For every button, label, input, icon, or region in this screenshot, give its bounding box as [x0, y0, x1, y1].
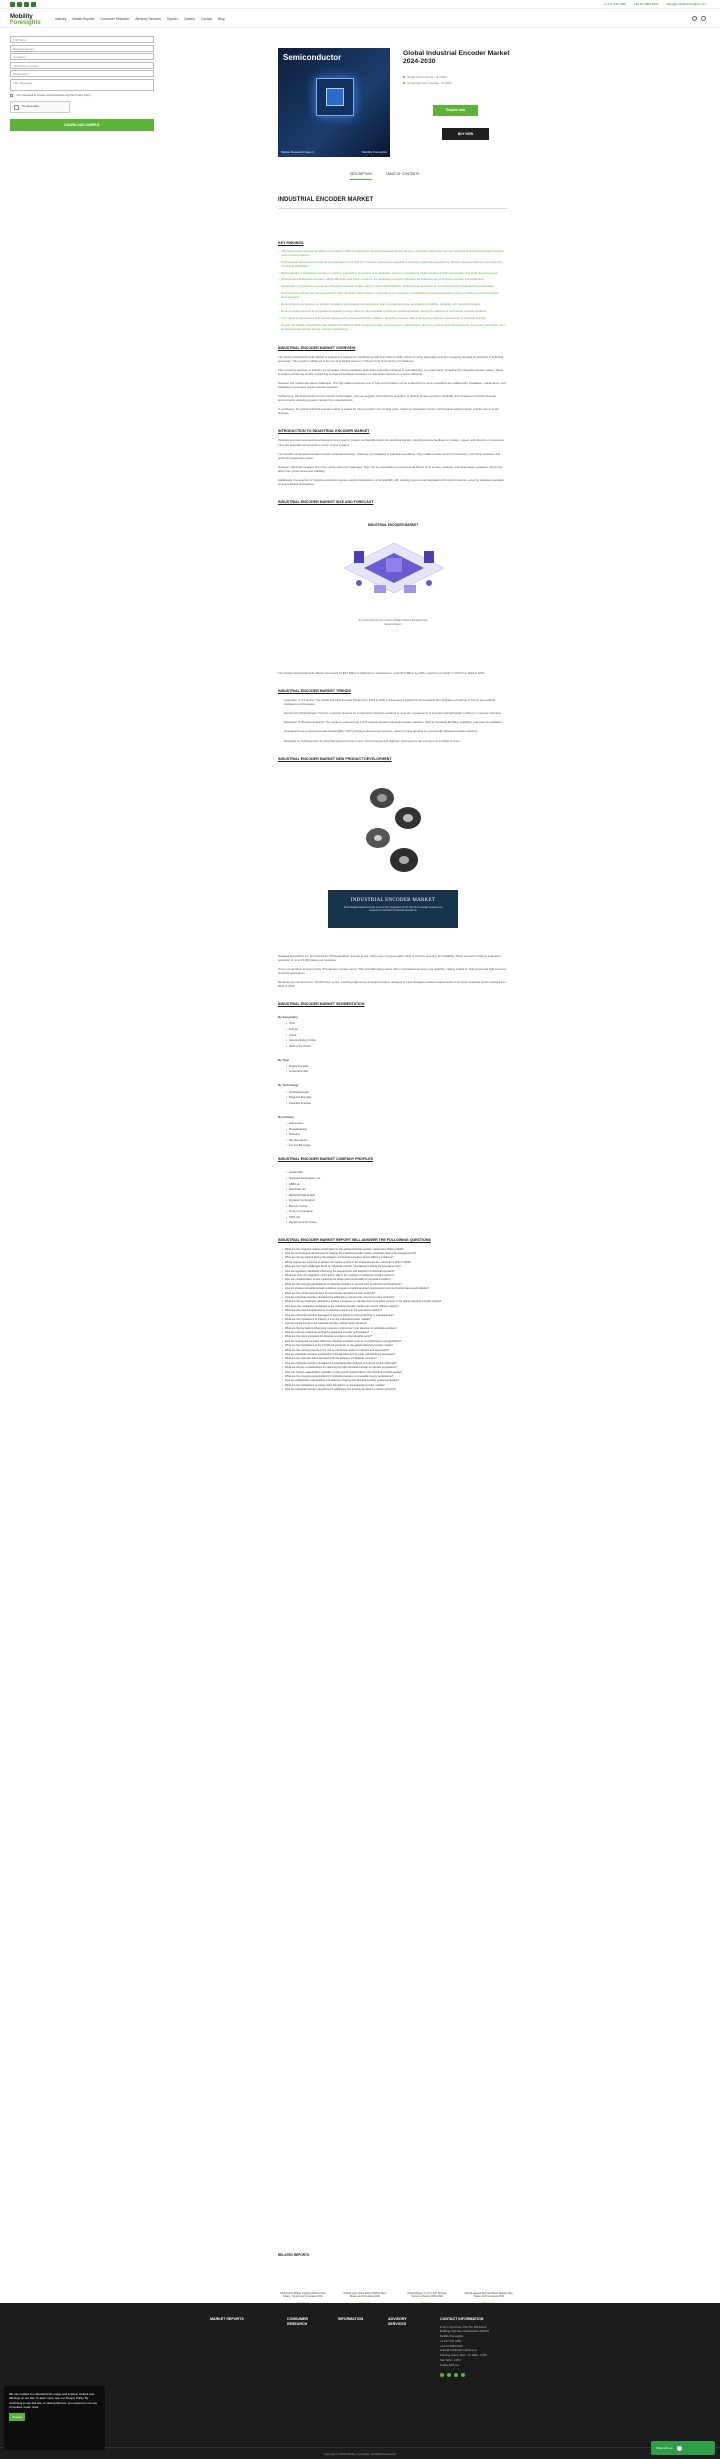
nav-item[interactable]: Careers [183, 17, 196, 21]
size-infographic [278, 523, 508, 663]
cookie-banner [4, 2386, 105, 2450]
companies-list [286, 1170, 508, 1224]
segment-list [286, 1121, 508, 1147]
contact-line: Sat: 9AM - 2 PM [440, 2357, 461, 2362]
license-corporate[interactable]: Corporate User License - $ 4,800 [407, 80, 452, 85]
list-item: • SICK AG [286, 1215, 508, 1219]
twitter-icon[interactable] [447, 2373, 451, 2377]
list-item: • How are industrial encoder manufacturers leveraging data analytics to improve product offerings? [282, 1362, 508, 1366]
facebook-icon[interactable] [440, 2373, 444, 2377]
footer-heading: CONTACT INFORMATION [440, 2317, 484, 2321]
list-item: • How do pricing trends in the industrial encoder market impact demand? [282, 1322, 508, 1326]
list-item: • How can industry stakeholders capitalize on the growth opportunities in the industrial encoder market? [282, 1371, 508, 1375]
list-item: • What are the emerging trends in the use of industrial encoders in robotics and automation? [282, 1349, 508, 1353]
key-findings-heading: KEY FINDINGS [278, 240, 304, 245]
list-item: • Semiconductor [286, 1138, 508, 1142]
site-header [0, 10, 720, 28]
paragraph: However, industrial encoders also pose certain risks and challenges. They can be susceptible to environmental factors such as dust, moisture, and temperature variations, which may affect their performance and reliability. [278, 464, 503, 473]
related-card-title: Global Heated Bed and Beds Market Size, Share and Forecasts 2031 [464, 2291, 514, 2299]
report-tabs [350, 172, 419, 180]
footer-col-advisory-services [388, 2317, 424, 2326]
list-item: • Which regions are expected to witness the highest growth in the industrial encoder market from 2024 to 2030? [282, 1261, 508, 1265]
logo-line-1: Mobility [10, 14, 33, 20]
phone-link[interactable]: +1 217 636 3356 [603, 2, 626, 6]
list-item: • Baumer Group [286, 1204, 508, 1208]
copyright: Copyright © 2024 Mobility Foresights. All Rights Reserved. [0, 2447, 720, 2459]
segment-label: By Geography [278, 1015, 298, 1020]
infographic-caption: To understand the key trends of Major Players Request Free Sample Report [358, 619, 428, 626]
consent-checkbox[interactable] [10, 94, 13, 97]
list-item: • What are the implications of Industry 4.0 on the industrial encoder market? [282, 1318, 508, 1322]
footer-col-market-reports [210, 2317, 244, 2322]
questions-heading: INDUSTRIAL ENCODER MARKET REPORT WILL ANSWER THE FOLLOWING QUESTIONS [278, 1238, 431, 1243]
list-item: • Overall, the Global Industrial Encoder Market from 2024 to 2030 presents lucrative opportunities for stakeholders, driven by technological advancements, increasing automation, and growing demand across diverse industrial applications. [278, 324, 508, 332]
list-item: Integration of IoT and AI: The Global Industrial Encoder Market from 2024 to 2030 is witnessing a significant trend towards the integration of Internet of Things and artificial intelligence technologies. [284, 698, 495, 707]
product-meta [403, 75, 451, 86]
footer-col-information [338, 2317, 363, 2322]
paragraph: Renishaw plc introduced the "UltraPrecise" series, a cutting-edge lineup of smart encoders designed to meet stringent precision requirements of the latest industrial robots released from 2024 to 2030. [278, 979, 507, 988]
chip-icon [316, 78, 354, 116]
list-item: • HENGSTLER GmbH [286, 1193, 508, 1197]
list-item: Emphasis on Cybersecurity: As industrial systems become more interconnected and digitized, cybersecurity has emerged as a critical concern. [284, 738, 461, 743]
email-link[interactable]: sales@mobilityforesights.com [666, 2, 706, 6]
consent-row [10, 94, 154, 98]
intro-body [278, 438, 508, 485]
companies-heading: INDUSTRIAL ENCODER MARKET COMPANY PROFILES [278, 1157, 374, 1162]
buy-now-button[interactable]: BUY NOW [442, 128, 489, 140]
intro-heading: INTRODUCTION TO INDUSTRIAL ENCODER MARKET [278, 429, 370, 434]
size-forecast-heading: INDUSTRIAL ENCODER MARKET SIZE AND FORECAST [278, 499, 374, 504]
npd-banner [328, 890, 458, 928]
footer-col-consumer-research [287, 2317, 327, 2326]
chat-label: Chat with us [656, 2445, 673, 2450]
twitter-icon[interactable] [17, 2, 22, 7]
contact-phone[interactable]: +44 20 3289 9440 [440, 2343, 463, 2348]
list-item: • How are end-user industries embracing advanced encoder technologies? [282, 1331, 508, 1335]
paragraph: However, the market also faces challenges. The high initial investment cost of high-end encoders can be a deterrent for some manufacturers. Additionally, installation, maintenance, and calibration of encoders require specific expertise. [278, 380, 506, 390]
facebook-icon[interactable] [10, 2, 15, 7]
segment-label: By Technology [278, 1083, 299, 1088]
list-item: • What role does the integration of IoT and AI play in the evolution of industrial encoder systems? [282, 1274, 508, 1278]
list-item: • Rotary Encoder [286, 1064, 508, 1068]
list-item: • Rockwell Automation, Inc. [286, 1176, 508, 1180]
list-item: • How are industrial encoders leveraged to improve efficiency and productivity in manufacturing? [282, 1314, 508, 1318]
list-item: • Technological advancements such as the integration of IoT and AI in encoder systems are expected to transform industrial operations by offering enhanced efficiency and real-time monitoring capabilities. [278, 261, 508, 269]
recaptcha [10, 101, 70, 113]
paragraph: Industrial encoders are electromechanical devices used to convert mechanical motion into electrical signals, providing precise feedback on position, speed, and direction of movement. They are essential components in motion control systems. [278, 438, 505, 447]
company-field[interactable]: Company [10, 53, 154, 60]
footer-heading[interactable]: ADVISORY SERVICES [388, 2317, 407, 2326]
message-field[interactable]: Your Message [10, 79, 154, 91]
report-cover-image [278, 48, 390, 157]
list-item: • Inductive Encoder [286, 1101, 508, 1105]
contact-email[interactable]: sales@mobilityforesights.com [440, 2348, 478, 2353]
chat-icon [677, 2446, 682, 2451]
list-item: • How are miniaturization trends impacting the design and functionality of industrial encoders? [282, 1278, 508, 1282]
list-item: • Rising adoption of industrial encoders in robotics, automotive, aerospace, and healthcare sectors is expected to create lucrative growth opportunities during the forecast period. [278, 272, 508, 276]
cover-footer-right: Mobility Foresights [361, 149, 387, 154]
list-item: • Optical Encoder [286, 1090, 508, 1094]
segment-label: By Type [278, 1057, 290, 1062]
contact-line: Mobility Foresights [440, 2334, 464, 2339]
phone-field[interactable]: +44 Phone Number [10, 62, 154, 69]
list-item: • How are industrial encoders contributing to the development of smart manufacturing processes? [282, 1353, 508, 1357]
cart-icon[interactable] [701, 16, 706, 21]
list-item: • Asia-Pacific is projected to emerge as a dominant regional market, owing to rapid industrialization, infrastructure development, and investments in manufacturing automation. [278, 285, 508, 289]
list-item: • Linear Encoder [286, 1069, 508, 1073]
segment-list [286, 1064, 508, 1074]
paragraph: In conclusion, the global industrial encoder market is poised for robust growth in the coming years, driven by automation trends, technological advancements, and the rise of smart factories. [278, 407, 499, 416]
paragraph: Furthermore, the development of new encoder technologies, such as magnetic and multi-turn encoders, is offering greater accuracy, durability, and resistance to harsh industrial environments, attracting greater interest from manufacturers. [278, 394, 496, 403]
list-item: • Dynapar Corporation [286, 1198, 508, 1202]
footer-heading[interactable]: CONSUMER RESEARCH [287, 2317, 308, 2326]
list-item: • What are the key strategies adopted by leading companies to maintain their competitive position in the global industrial encoder market? [282, 1300, 508, 1304]
nav-item[interactable]: Contact [201, 17, 213, 21]
chat-widget[interactable] [651, 2441, 715, 2455]
site-footer [0, 2303, 720, 2459]
nav-item[interactable]: Advisory Services [135, 17, 161, 21]
related-reports [278, 2253, 518, 2306]
list-item: • Europe [286, 1027, 508, 1031]
paragraph: The increasing adoption of Industry 4.0 principles, which emphasize automation and data exchange in manufacturing, is a major factor propelling the industrial encoder market. These encoders provide the precise positioning and speed feedback necessary for automated systems to function efficiently. [278, 367, 504, 376]
banner-title: INDUSTRIAL ENCODER MARKET [350, 897, 436, 903]
isometric-illustration [334, 533, 454, 613]
paragraph: Omron Corporation announced the "ProxSense" encoder series. This groundbreaking series offers unparalleled accuracy and reliability, making it ideal for high-speed and high-precision industrial applications. [278, 966, 507, 975]
youtube-icon[interactable] [461, 2373, 465, 2377]
top-bar [0, 0, 720, 9]
list-item: • What are the key factors driving the adoption of industrial encoders across different industries? [282, 1256, 508, 1260]
captcha-label: I'm not a robot [22, 105, 39, 109]
list-item: • Incremental and absolute encoders, along with rotary and linear encoders, are witnessing a surge in demand, as industries aim to improve precision and productivity. [278, 278, 508, 282]
key-findings-list [278, 250, 508, 332]
main-nav [55, 17, 225, 22]
list-item: • What are the key considerations for selecting the right industrial encoder for specific applications? [282, 1366, 508, 1370]
paragraph: Additionally, the selection of industrial encoders requires careful consideration of compatibility with existing systems and integration with control networks, ensuring seamless operation across industrial applications. [278, 477, 504, 486]
list-item: • How does the competitive landscape of the industrial encoder market vary across different regions? [282, 1305, 508, 1309]
list-item: • The market is witnessing a shift towards wireless and networked encoder solutions, facilitating real-time data sharing and predictive maintenance in industrial settings. [278, 317, 508, 321]
download-sample-button[interactable]: DOWNLOAD SAMPLE [10, 119, 154, 131]
top-contact [603, 2, 706, 6]
list-item: • What are the implications of supply chain disruptions on the industrial encoder market? [282, 1384, 508, 1388]
contact-line: # 11-1, First Floor, Plot No. 8/8 Ashok [440, 2324, 487, 2329]
nav-item[interactable]: Industry [55, 17, 67, 21]
paragraph: The benefits of industrial encoders include enhanced accuracy, efficiency, and reliability in industrial operations. They enable precise control of machinery, minimizing downtime and optimizing production output. [278, 451, 501, 460]
consent-label: I am interested to receive communications and the Privacy Policy [16, 93, 91, 97]
size-paragraph: The Global Industrial Encoder Market accounted for $XX Billion in 2023 and is anticipated to reach $XX Billion by 2030, registering a CAGR of XX% from 2024 to 2030. [278, 671, 485, 676]
list-item: • How do incremental encoders differ from absolute encoders in terms of performance and application? [282, 1340, 508, 1344]
list-item: • How are technological advancements shaping the industrial encoder market landscape during the forecast period? [282, 1252, 508, 1256]
follow-label: Follow With Us [440, 2362, 459, 2367]
footer-heading[interactable]: MARKET REPORTS [210, 2317, 244, 2321]
linkedin-icon[interactable] [454, 2373, 458, 2377]
header-icons [692, 16, 706, 21]
list-item: • Automotive [286, 1121, 508, 1125]
segment-list [286, 1090, 508, 1105]
list-item: • Environmental concerns and regulations regarding energy efficiency are expected to influence market dynamics, driving the adoption of eco-friendly encoder solutions. [278, 310, 508, 314]
overview-heading: INDUSTRIAL ENCODER MARKET OVERVIEW [278, 345, 356, 350]
phone-link-2[interactable]: +44 20 3289 9440 [633, 2, 659, 6]
site-logo[interactable] [10, 14, 41, 26]
related-card-title: Global Battery Li-ion Light Storage Systems Market 2024-2030 [407, 2291, 447, 2299]
license-single[interactable]: Single User License - $ 3,800 [407, 75, 447, 79]
youtube-icon[interactable] [31, 2, 36, 7]
footer-social [440, 2373, 520, 2377]
cookie-text: We use cookies to understand the usage and improve content and offerings on our site. To learn more, see our Privacy Policy. By continuing to use this site, or closing this box, you consent to our use of cookies. Learn more [9, 2392, 98, 2410]
footer-contact [440, 2317, 520, 2377]
segment-list [286, 1021, 508, 1047]
list-item: • What are the future prospects for absolute encoders in the industrial sector? [282, 1335, 508, 1339]
linkedin-icon[interactable] [24, 2, 29, 7]
social-links [10, 2, 36, 7]
list-item: Demand for Miniaturization: There's a growing demand for miniaturized industrial encoders to meet the requirements of compact and lightweight machinery in various industries. [284, 711, 502, 716]
cover-title: Semiconductor [283, 53, 342, 62]
nav-item[interactable]: Consumer Research [100, 17, 130, 21]
list-item: • What are the projected market growth rates for the global industrial encoder market from 2024 to 2030? [282, 1248, 508, 1252]
report-description [278, 196, 508, 1393]
list-item: • Pepperl+Fuchs Group [286, 1220, 508, 1224]
cookie-accept-button[interactable]: Accept [9, 2413, 25, 2421]
list-item: • China [286, 1033, 508, 1037]
related-card-title: Global Gear Drive Motor Market Size, Share and Forecasts 2031 [343, 2291, 387, 2299]
designation-field[interactable]: Designation [10, 70, 154, 77]
segmentation-heading: INDUSTRIAL ENCODER MARKET SEGMENTATION [278, 1002, 365, 1007]
list-item: • What are the major challenges faced by industrial encoder manufacturers during the forecast period? [282, 1265, 508, 1269]
sample-request-form [10, 36, 154, 131]
questions-list [282, 1248, 508, 1392]
segmentation-body [278, 1015, 508, 1147]
list-item: Increased Focus on Environmental Sustainability: With growing environmental concerns, there's a rising demand for eco-friendly industrial encoder solutions. [284, 729, 478, 734]
npd-heading: INDUSTRIAL ENCODER MARKET NEW PRODUCT DEVELOPMENT [278, 756, 392, 761]
nav-item[interactable]: Tippmix [166, 17, 178, 21]
email-field[interactable]: Business Email [10, 45, 154, 52]
nav-item[interactable]: Blog [218, 17, 225, 21]
list-item: • Market players are focusing on product innovation and strategic partnerships to gain a competitive edge, emphasizing reliability, durability, and cost-effectiveness. [278, 303, 508, 307]
paragraph: The Global Industrial Encoder Market is expected to experience significant growth from 2024 to 2030, driven by rising automation and the increasing demand for precision in industrial processes. This growth is attributed to the rise of Industrial Internet of Things (IIoT) and Industry 4.0 initiatives. [278, 354, 504, 363]
list-item: • What are the key factors influencing customer preferences in the selection of industrial encoders? [282, 1327, 508, 1331]
list-item: • Magnetic Encoder [286, 1095, 508, 1099]
list-item: • Manufacturing [286, 1127, 508, 1131]
logo-line-2: Foresights [10, 20, 41, 26]
encoder-photo [358, 782, 428, 882]
related-heading: RELATED REPORTS [278, 2253, 310, 2257]
list-item: • How are industrial encoder manufacturers adapting to the growing demand for custom solutions? [282, 1388, 508, 1392]
trends-heading: INDUSTRIAL ENCODER MARKET TRENDS [278, 689, 351, 694]
captcha-checkbox[interactable] [14, 105, 19, 110]
list-item: • What are the potential risks associated with the adoption of industrial encoders? [282, 1357, 508, 1361]
list-item: • Food & Beverage [286, 1143, 508, 1147]
search-icon[interactable] [692, 16, 697, 21]
list-item: • North America and Europe are anticipated to hold significant market shares, supported by the presence of established industrial automation solution providers and technological advancements. [278, 292, 508, 300]
list-item: • USA [286, 1021, 508, 1025]
list-item: • What are the emerging applications of industrial encoders in sectors such as robotics and healthcare? [282, 1283, 508, 1287]
list-item: • Omron Corporation [286, 1209, 508, 1213]
cover-footer-left: Market Research Report [281, 149, 314, 154]
list-item: • What are the potential applications of industrial encoders in the automotive industry? [282, 1309, 508, 1313]
contact-line: Working Hours: Mon - Fri 9AM - 6 PM [440, 2353, 487, 2358]
list-item: • ABB Ltd. [286, 1182, 508, 1186]
trends-list [278, 698, 508, 742]
list-item: • How do wireless industrial encoder solutions compare to traditional wired counterparts in terms of performance and reliability? [282, 1287, 508, 1291]
list-item: • Asia Excluding China [286, 1038, 508, 1042]
footer-heading[interactable]: INFORMATION [338, 2317, 364, 2321]
list-item: • How are industrial encoder manufacturers addressing cybersecurity concerns in their products? [282, 1296, 508, 1300]
list-item: • How are regulatory standards influencing the development and adoption of industrial encoders? [282, 1270, 508, 1274]
contact-phone[interactable]: +1 217 636 3356 [440, 2338, 462, 2343]
list-item: • What are the emerging opportunities for industrial encoders in renewable energy applications? [282, 1375, 508, 1379]
product-title: Global Industrial Encoder Market 2024-2030 [403, 50, 510, 66]
paragraph: Rockwell Automation Inc. announced the "PhotoelecPlus" encoder series, which uses next-generation chips to improve accuracy and reliability. These encoders boast an impressive resolution of up to 16,000 pulses per revolution. [278, 953, 502, 962]
list-item: • Rest of the World [286, 1044, 508, 1048]
nav-item[interactable]: Market Reports [72, 17, 95, 21]
list-item: • What are the market opportunities for eco-friendly industrial encoder products? [282, 1292, 508, 1296]
related-card-title: Global Gas Bridge Lighting Market Size, Share, Trends and Forecasts 2031 [279, 2291, 327, 2299]
name-field[interactable]: Full Name [10, 36, 154, 43]
overview-body [278, 355, 508, 415]
banner-subtitle: Technological advancements such as the integration of IoT and AI in encoder systems are expected to transform industrial operations [343, 905, 443, 913]
enquire-now-button[interactable]: Enquire now [433, 105, 478, 116]
list-item: Expansion of Wireless Solutions: The market is experiencing a shift towards wireless industrial encoder solutions, offering increased flexibility, scalability, and ease of installation. [284, 720, 503, 725]
list-item: • Renishaw plc [286, 1187, 508, 1191]
npd-visual [278, 782, 508, 954]
infographic-title: INDUSTRIAL ENCODER MARKET [367, 523, 419, 528]
list-item: • How are collaborative partnerships and alliances shaping the industrial encoder market landscape? [282, 1379, 508, 1383]
list-item: • Robotics [286, 1132, 508, 1136]
list-item: • The Global Industrial Encoder Market from 2024 to 2030 is projected to witness substantial growth, driven by increasing automation across industries and demand for high-precision motion control systems. [278, 250, 508, 258]
segment-label: By Industry [278, 1114, 294, 1119]
tab-description[interactable]: DESCRIPTION [350, 172, 372, 180]
page-title: INDUSTRIAL ENCODER MARKET [278, 196, 508, 209]
list-item: • What are the implications of the COVID-19 pandemic on the global industrial encoder market? [282, 1344, 508, 1348]
tab-table-of-contents[interactable]: TABLE OF CONTENTS [385, 172, 420, 176]
list-item: • Heidenhain [286, 1170, 508, 1174]
contact-line: Building, Mumbai, Maharashtra 400004 [440, 2329, 489, 2334]
